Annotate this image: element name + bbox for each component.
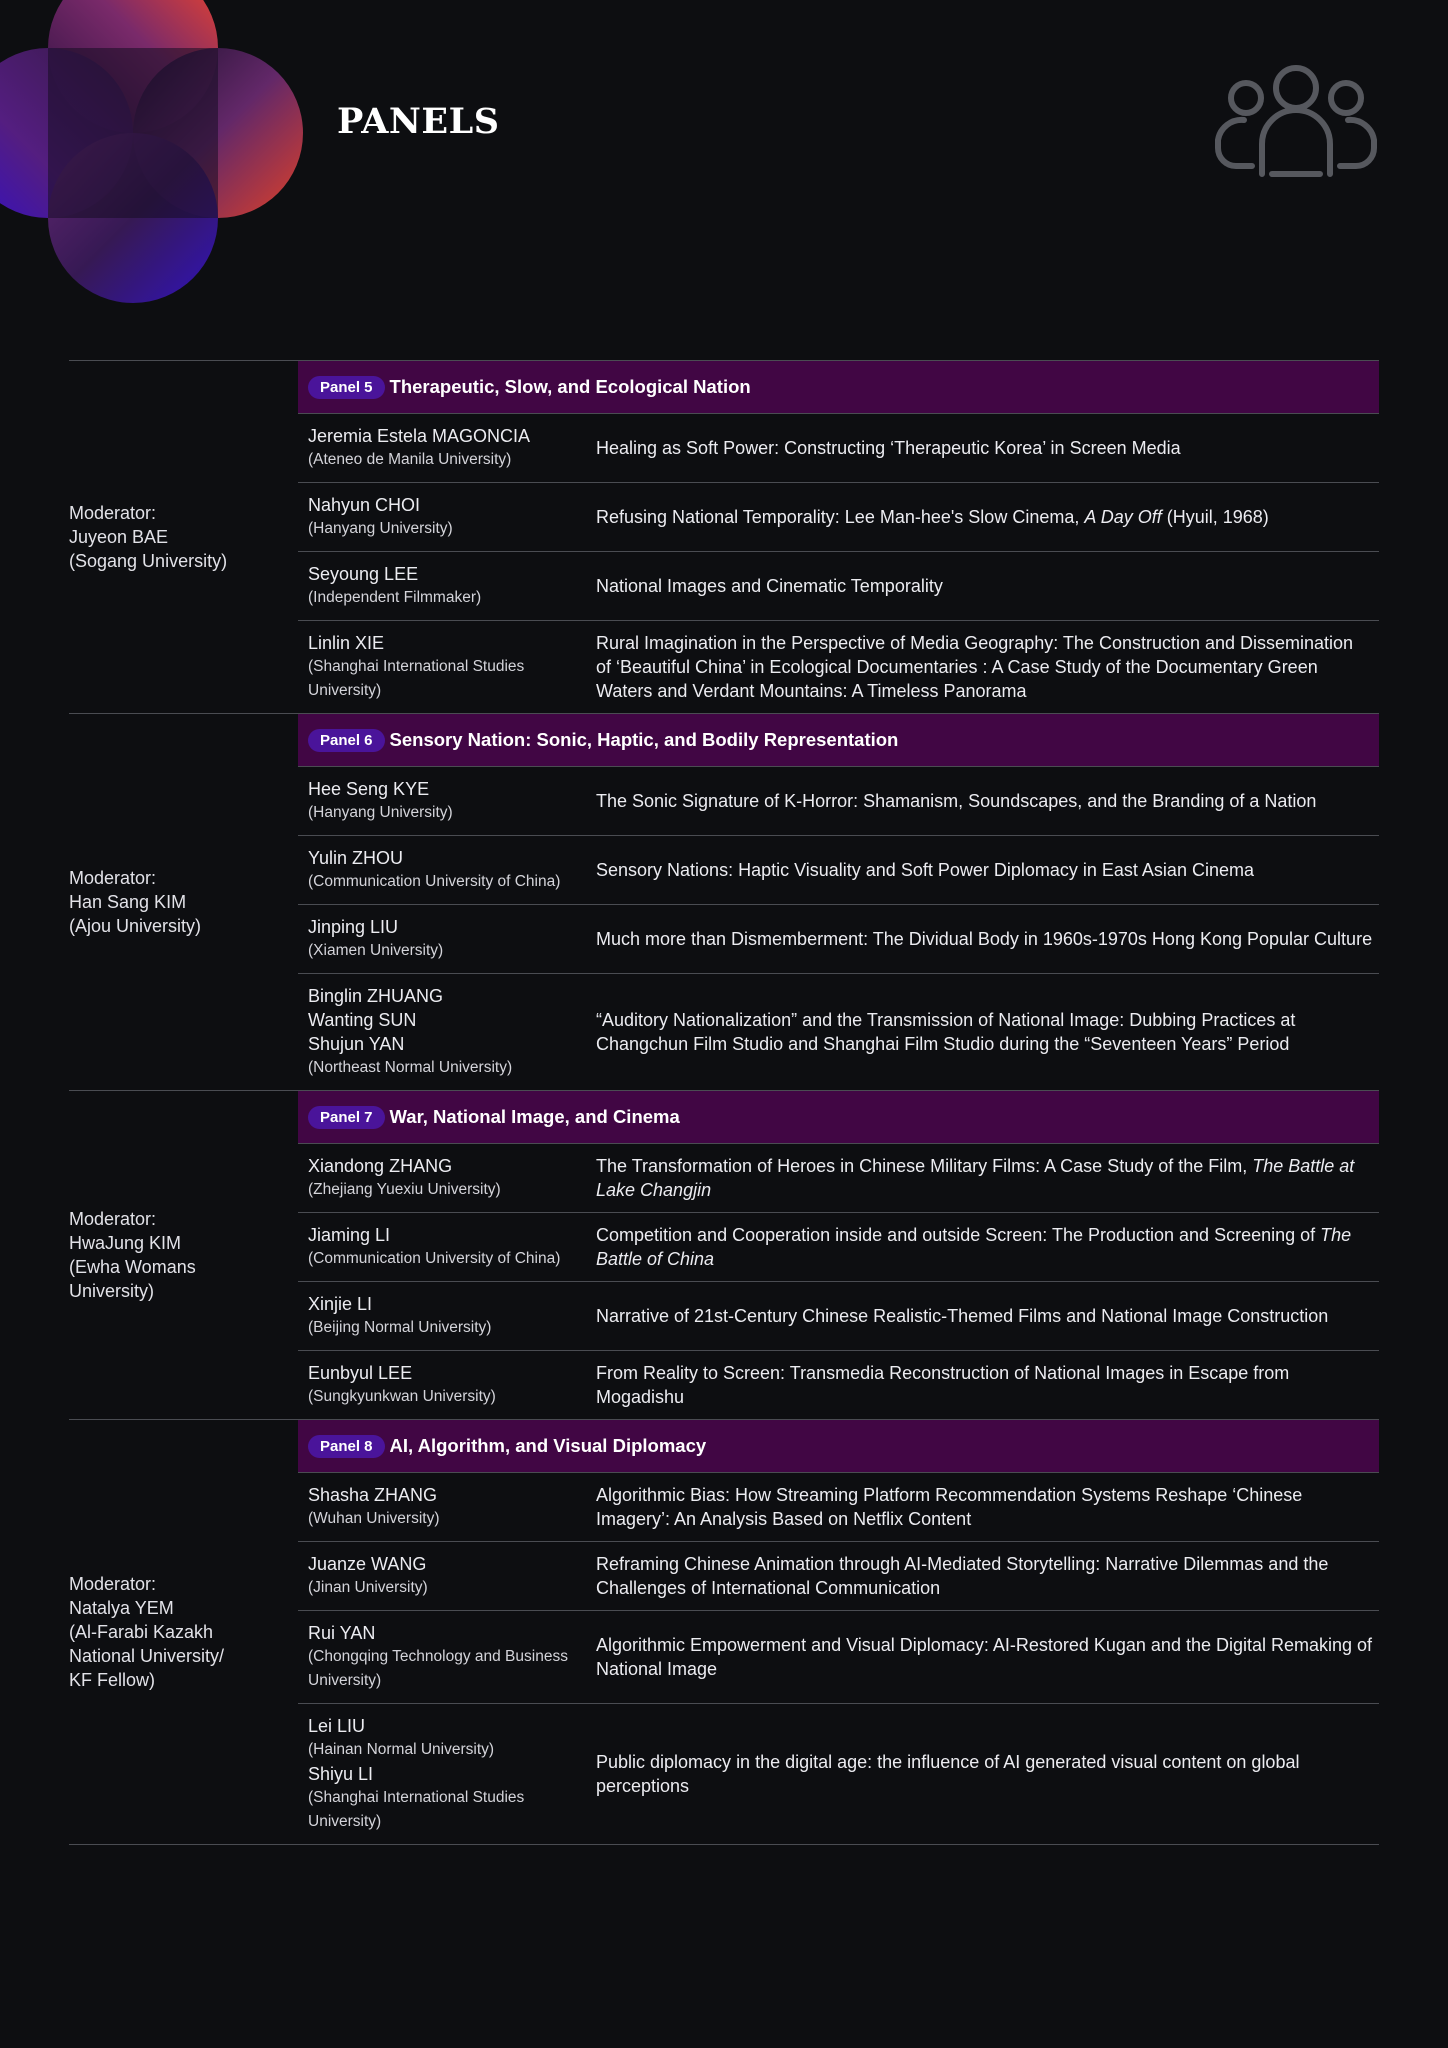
speaker-cell <box>308 1223 596 1271</box>
speaker-affiliation: (Jinan University) <box>308 1579 428 1596</box>
paper-title-segment: The Transformation of Heroes in Chinese Military Films: A Case Study of the Film, <box>596 1156 1253 1176</box>
speaker-name: Jiaming LI <box>308 1225 391 1245</box>
speaker-affiliation: (Xiamen University) <box>308 942 444 959</box>
speaker-name: Shiyu LI <box>308 1764 374 1784</box>
table-row <box>298 973 1379 1090</box>
speaker-name: Hee Seng KYE <box>308 779 430 799</box>
speaker-cell <box>308 1292 596 1340</box>
speaker-name: Yulin ZHOU <box>308 848 404 868</box>
table-row <box>298 1472 1379 1541</box>
table-row <box>298 1143 1379 1212</box>
paper-title-segment: Algorithmic Bias: How Streaming Platform Recommendation Systems Reshape ‘Chinese Imagery’: An Analysis Based on Netflix Content <box>596 1485 1303 1529</box>
paper-title-segment: Sensory Nations: Haptic Visuality and Soft Power Diplomacy in East Asian Cinema <box>596 860 1254 880</box>
paper-title <box>596 1633 1379 1681</box>
speaker-cell <box>308 777 596 825</box>
panel-column <box>298 1091 1379 1419</box>
panel-group <box>69 1090 1379 1419</box>
panel-group <box>69 1419 1379 1845</box>
panel-title: Sensory Nation: Sonic, Haptic, and Bodily Representation <box>389 729 899 750</box>
panel-badge: Panel 5 <box>308 376 385 399</box>
paper-title-segment: Rural Imagination in the Perspective of Media Geography: The Construction and Dissemination of ‘Beautiful China’ in Ecological Documentaries : A Case Study of the Documentary Green Waters and Verdant Mountains: A Timeless Panorama <box>596 633 1354 701</box>
moderator-cell <box>69 1091 298 1419</box>
speaker-name: Lei LIU <box>308 1716 366 1736</box>
speaker-cell <box>308 424 596 472</box>
paper-title-segment: National Images and Cinematic Temporality <box>596 576 943 596</box>
paper-title-italic: A Day Off <box>1084 507 1162 527</box>
table-row <box>298 620 1379 713</box>
paper-title-italic: The Battle at Lake Changjin <box>596 1156 1355 1200</box>
paper-title <box>596 1552 1379 1600</box>
speaker-cell <box>308 915 596 963</box>
speaker-affiliation: (Sungkyunkwan University) <box>308 1388 496 1405</box>
moderator-cell <box>69 1420 298 1844</box>
speaker-name: Shasha ZHANG <box>308 1485 438 1505</box>
speaker-affiliation: (Shanghai International Studies University) <box>308 658 525 699</box>
speaker-name: Rui YAN <box>308 1623 376 1643</box>
panel-header <box>298 1420 1379 1472</box>
speaker-cell <box>308 631 596 703</box>
speaker-affiliation: (Chongqing Technology and Business University) <box>308 1648 568 1689</box>
speaker-cell <box>308 1361 596 1409</box>
paper-title-segment: Competition and Cooperation inside and outside Screen: The Production and Screening of <box>596 1225 1321 1245</box>
panel-title: Therapeutic, Slow, and Ecological Nation <box>389 376 751 397</box>
table-row <box>298 835 1379 904</box>
table-row <box>298 1281 1379 1350</box>
speaker-cell <box>308 984 596 1080</box>
paper-title <box>596 927 1379 951</box>
table-row <box>298 551 1379 620</box>
speaker-name: Xiandong ZHANG <box>308 1156 453 1176</box>
paper-title <box>596 1223 1379 1271</box>
table-row <box>298 766 1379 835</box>
table-row <box>298 1212 1379 1281</box>
speaker-name: Seyoung LEE <box>308 564 419 584</box>
speaker-affiliation: (Hainan Normal University) <box>308 1741 495 1758</box>
table-row <box>298 413 1379 482</box>
speaker-cell <box>308 1714 596 1834</box>
paper-title <box>596 858 1379 882</box>
paper-title <box>596 1154 1379 1202</box>
table-row <box>298 1703 1379 1844</box>
speaker-cell <box>308 1483 596 1531</box>
paper-title <box>596 505 1379 529</box>
panel-header <box>298 361 1379 413</box>
paper-title <box>596 1304 1379 1328</box>
speaker-name: Binglin ZHUANG <box>308 986 444 1006</box>
table-row <box>298 1350 1379 1419</box>
paper-title-segment: Healing as Soft Power: Constructing ‘Therapeutic Korea’ in Screen Media <box>596 438 1181 458</box>
speaker-affiliation: (Hanyang University) <box>308 804 453 821</box>
paper-title-segment: “Auditory Nationalization” and the Transmission of National Image: Dubbing Practices at Changchun Film Studio and Shanghai Film Studio during the “Seventeen Years” Period <box>596 1010 1296 1054</box>
panel-header <box>298 1091 1379 1143</box>
speaker-affiliation: (Beijing Normal University) <box>308 1319 492 1336</box>
speaker-cell <box>308 493 596 541</box>
panel-column <box>298 361 1379 713</box>
speaker-affiliation: (Zhejiang Yuexiu University) <box>308 1181 501 1198</box>
overlapping-circles-logo-icon <box>0 0 310 310</box>
speaker-affiliation: (Wuhan University) <box>308 1510 440 1527</box>
panel-badge: Panel 8 <box>308 1435 385 1458</box>
moderator-label: Moderator: Juyeon BAE (Sogang University) <box>69 503 228 571</box>
table-row <box>298 904 1379 973</box>
panel-title: AI, Algorithm, and Visual Diplomacy <box>389 1435 707 1456</box>
speaker-affiliation: (Communication University of China) <box>308 873 561 890</box>
paper-title <box>596 436 1379 460</box>
speaker-name: Eunbyul LEE <box>308 1363 413 1383</box>
paper-title <box>596 1008 1379 1056</box>
moderator-cell <box>69 361 298 713</box>
speaker-name: Juanze WANG <box>308 1554 427 1574</box>
speaker-affiliation: (Independent Filmmaker) <box>308 589 482 606</box>
speaker-name: Shujun YAN <box>308 1034 405 1054</box>
paper-title-segment: Algorithmic Empowerment and Visual Diplomacy: AI-Restored Kugan and the Digital Remaking of National Image <box>596 1635 1373 1679</box>
paper-title-segment: Narrative of 21st-Century Chinese Realistic-Themed Films and National Image Construction <box>596 1306 1329 1326</box>
paper-title <box>596 789 1379 813</box>
paper-title <box>596 1750 1379 1798</box>
speaker-name: Xinjie LI <box>308 1294 373 1314</box>
panel-title: War, National Image, and Cinema <box>389 1106 680 1127</box>
speaker-cell <box>308 1154 596 1202</box>
paper-title-segment: From Reality to Screen: Transmedia Reconstruction of National Images in Escape from Mogadishu <box>596 1363 1290 1407</box>
paper-title-segment: Reframing Chinese Animation through AI-Mediated Storytelling: Narrative Dilemmas and the Challenges of International Communication <box>596 1554 1329 1598</box>
panel-program <box>69 360 1379 1845</box>
speaker-name: Nahyun CHOI <box>308 495 421 515</box>
paper-title-segment: Refusing National Temporality: Lee Man-hee's Slow Cinema, <box>596 507 1085 527</box>
page-title: PANELS <box>337 101 500 142</box>
speaker-name: Jinping LIU <box>308 917 399 937</box>
paper-title-segment: (Hyuil, 1968) <box>1161 507 1269 527</box>
panel-header <box>298 714 1379 766</box>
speaker-name: Linlin XIE <box>308 633 385 653</box>
speaker-affiliation: (Ateneo de Manila University) <box>308 451 512 468</box>
paper-title-italic: The Battle of China <box>596 1225 1352 1269</box>
table-row <box>298 1610 1379 1703</box>
paper-title-segment: Public diplomacy in the digital age: the influence of AI generated visual content on global perceptions <box>596 1752 1300 1796</box>
paper-title <box>596 1361 1379 1409</box>
panel-group <box>69 360 1379 713</box>
paper-title <box>596 1483 1379 1531</box>
speaker-affiliation: (Communication University of China) <box>308 1250 561 1267</box>
panel-column <box>298 1420 1379 1844</box>
moderator-label: Moderator: Han Sang KIM (Ajou University) <box>69 868 202 936</box>
speaker-cell <box>308 1621 596 1693</box>
paper-title-segment: The Sonic Signature of K-Horror: Shamanism, Soundscapes, and the Branding of a Nation <box>596 791 1317 811</box>
speaker-affiliation: (Northeast Normal University) <box>308 1059 513 1076</box>
paper-title <box>596 574 1379 598</box>
moderator-label: Moderator: Natalya YEM (Al-Farabi Kazakh National University/ KF Fellow) <box>69 1574 225 1690</box>
speaker-cell <box>308 846 596 894</box>
paper-title-segment: Much more than Dismemberment: The Dividual Body in 1960s-1970s Hong Kong Popular Culture <box>596 929 1373 949</box>
speaker-affiliation: (Shanghai International Studies University) <box>308 1789 525 1830</box>
panel-group <box>69 713 1379 1090</box>
speaker-name: Jeremia Estela MAGONCIA <box>308 426 531 446</box>
speaker-affiliation: (Hanyang University) <box>308 520 453 537</box>
moderator-label: Moderator: HwaJung KIM (Ewha Womans University) <box>69 1209 196 1301</box>
paper-title <box>596 631 1379 703</box>
moderator-cell <box>69 714 298 1090</box>
panel-badge: Panel 7 <box>308 1106 385 1129</box>
speaker-cell <box>308 562 596 610</box>
speaker-cell <box>308 1552 596 1600</box>
speaker-name: Wanting SUN <box>308 1010 417 1030</box>
panel-badge: Panel 6 <box>308 729 385 752</box>
table-row <box>298 482 1379 551</box>
people-group-icon <box>1212 62 1380 180</box>
panel-column <box>298 714 1379 1090</box>
table-row <box>298 1541 1379 1610</box>
